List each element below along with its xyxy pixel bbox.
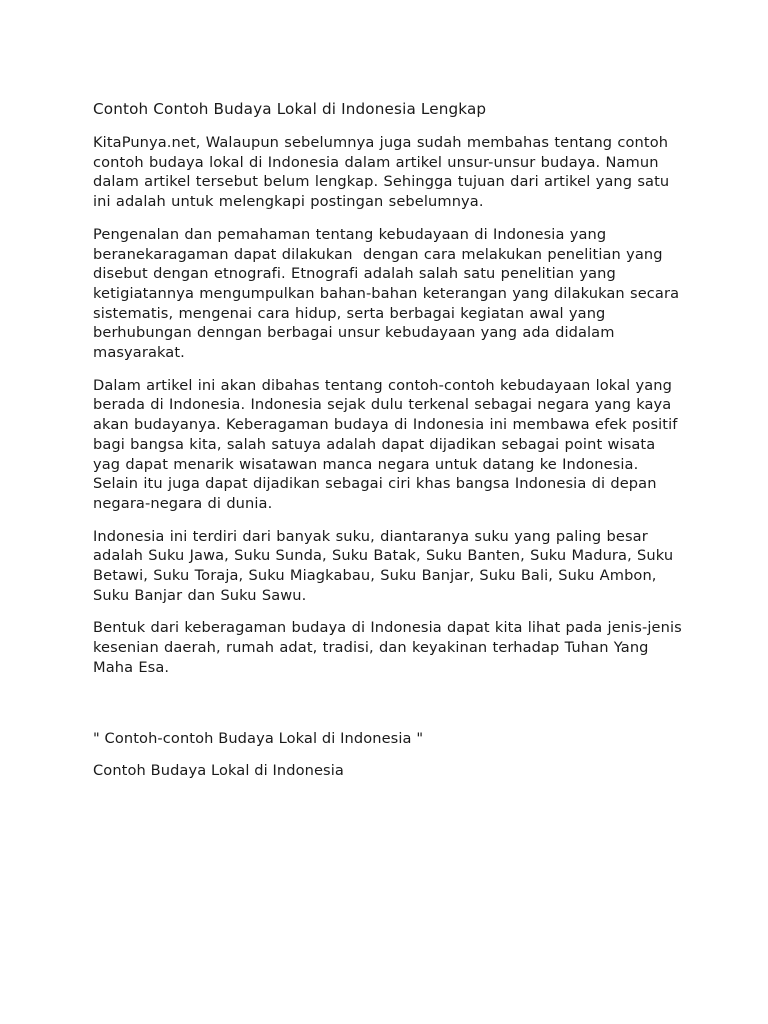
paragraph-ethnography: Pengenalan dan pemahaman tentang kebudayaan di Indonesia yang beranekaragaman dapat dilakukan dengan cara melakukan penelitian yang disebut dengan etnografi. Etnografi adalah salah satu penelitian yang ketigiatannya mengumpulkan bahan-bahan keterangan yang dilakukan secara sistematis, mengenai cara hidup, serta berbagai kegiatan awal yang berhubungan denngan berbagai unsur kebudayaan yang ada didalam masyarakat. [93,225,685,362]
paragraph-ethnic-groups: Indonesia ini terdiri dari banyak suku, diantaranya suku yang paling besar adalah Suku Jawa, Suku Sunda, Suku Batak, Suku Banten, Suku Madura, Suku Betawi, Suku Toraja, Suku Miagkabau, Suku Banjar, Suku Bali, Suku Ambon, Suku Banjar dan Suku Sawu. [93,527,679,604]
section-spacer [93,691,683,729]
document-title: Contoh Contoh Budaya Lokal di Indonesia Lengkap [93,100,487,118]
document-page [93,100,688,781]
paragraph-diversity: Bentuk dari keberagaman budaya di Indonesia dapat kita lihat pada jenis-jenis kesenian daerah, rumah adat, tradisi, dan keyakinan terhadap Tuhan Yang Maha Esa. [93,619,688,676]
quote-heading: " Contoh-contoh Budaya Lokal di Indonesia " [93,729,424,747]
section-subheading: Contoh Budaya Lokal di Indonesia [93,762,344,780]
paragraph-local-culture: Dalam artikel ini akan dibahas tentang contoh-contoh kebudayaan lokal yang berada di Indonesia. Indonesia sejak dulu terkenal sebagai negara yang kaya akan budayanya. Keberagaman budaya di Indonesia ini membawa efek positif bagi bangsa kita, salah satuya adalah dapat dijadikan sebagai point wisata yag dapat menarik wisatawan manca negara untuk datang ke Indonesia. Selain itu juga dapat dijadikan sebagai ciri khas bangsa Indonesia di depan negara-negara di dunia. [93,376,683,512]
paragraph-intro: KitaPunya.net, Walaupun sebelumnya juga sudah membahas tentang contoh contoh budaya lokal di Indonesia dalam artikel unsur-unsur budaya. Namun dalam artikel tersebut belum lengkap. Sehingga tujuan dari artikel yang satu ini adalah untuk melengkapi postingan sebelumnya. [93,134,675,211]
